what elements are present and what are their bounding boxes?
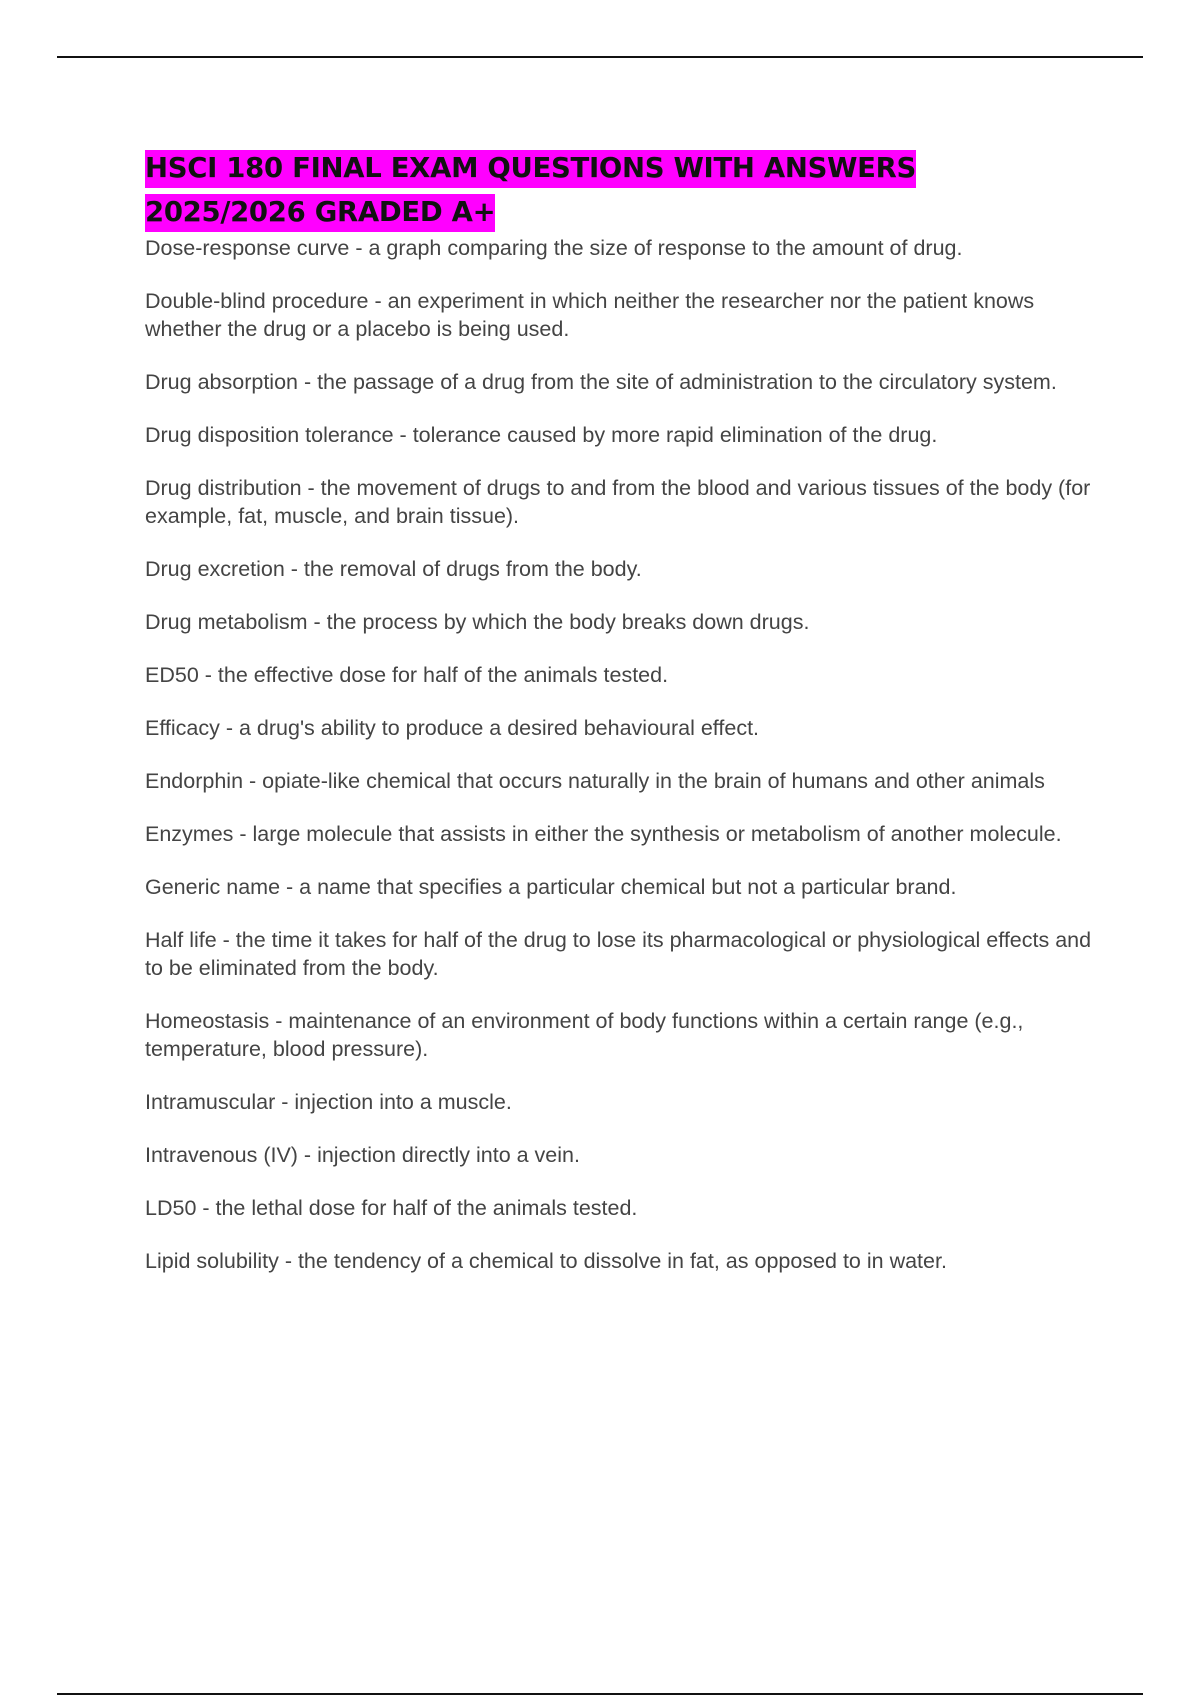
definition-item: Double-blind procedure - an experiment in which neither the researcher nor the patient knows whether the drug or a placebo is being used. xyxy=(145,289,1035,341)
definition-item: Drug excretion - the removal of drugs from the body. xyxy=(145,557,642,581)
document-body xyxy=(145,146,1095,1300)
definition-item: Efficacy - a drug's ability to produce a desired behavioural effect. xyxy=(145,716,760,740)
document-title xyxy=(145,146,1095,234)
definition-item: Drug metabolism - the process by which the body breaks down drugs. xyxy=(145,610,810,634)
definition-item: Dose-response curve - a graph comparing the size of response to the amount of drug. xyxy=(145,236,963,260)
definition-item: Intramuscular - injection into a muscle. xyxy=(145,1090,512,1114)
definition-list xyxy=(145,234,1095,1275)
definition-item: Intravenous (IV) - injection directly into a vein. xyxy=(145,1143,580,1167)
definition-item: Lipid solubility - the tendency of a chemical to dissolve in fat, as opposed to in water. xyxy=(145,1249,947,1273)
definition-item: ED50 - the effective dose for half of the animals tested. xyxy=(145,663,669,687)
definition-item: Generic name - a name that specifies a particular chemical but not a particular brand. xyxy=(145,875,957,899)
top-rule xyxy=(57,56,1143,58)
definition-item: Drug distribution - the movement of drugs to and from the blood and various tissues of the body (for example, fat, muscle, and brain tissue). xyxy=(145,476,1091,528)
definition-item: Endorphin - opiate-like chemical that occurs naturally in the brain of humans and other animals xyxy=(145,769,1045,793)
bottom-rule xyxy=(57,1693,1143,1695)
definition-item: Homeostasis - maintenance of an environment of body functions within a certain range (e.g., temperature, blood pressure). xyxy=(145,1009,1024,1061)
title-line-1: HSCI 180 FINAL EXAM QUESTIONS WITH ANSWERS xyxy=(145,150,916,188)
title-line-2: 2025/2026 GRADED A+ xyxy=(145,194,495,232)
definition-item: LD50 - the lethal dose for half of the animals tested. xyxy=(145,1196,638,1220)
definition-item: Enzymes - large molecule that assists in either the synthesis or metabolism of another molecule. xyxy=(145,822,1062,846)
definition-item: Drug absorption - the passage of a drug from the site of administration to the circulatory system. xyxy=(145,370,1057,394)
definition-item: Drug disposition tolerance - tolerance caused by more rapid elimination of the drug. xyxy=(145,423,938,447)
definition-item: Half life - the time it takes for half of the drug to lose its pharmacological or physiological effects and to be eliminated from the body. xyxy=(145,928,1092,980)
